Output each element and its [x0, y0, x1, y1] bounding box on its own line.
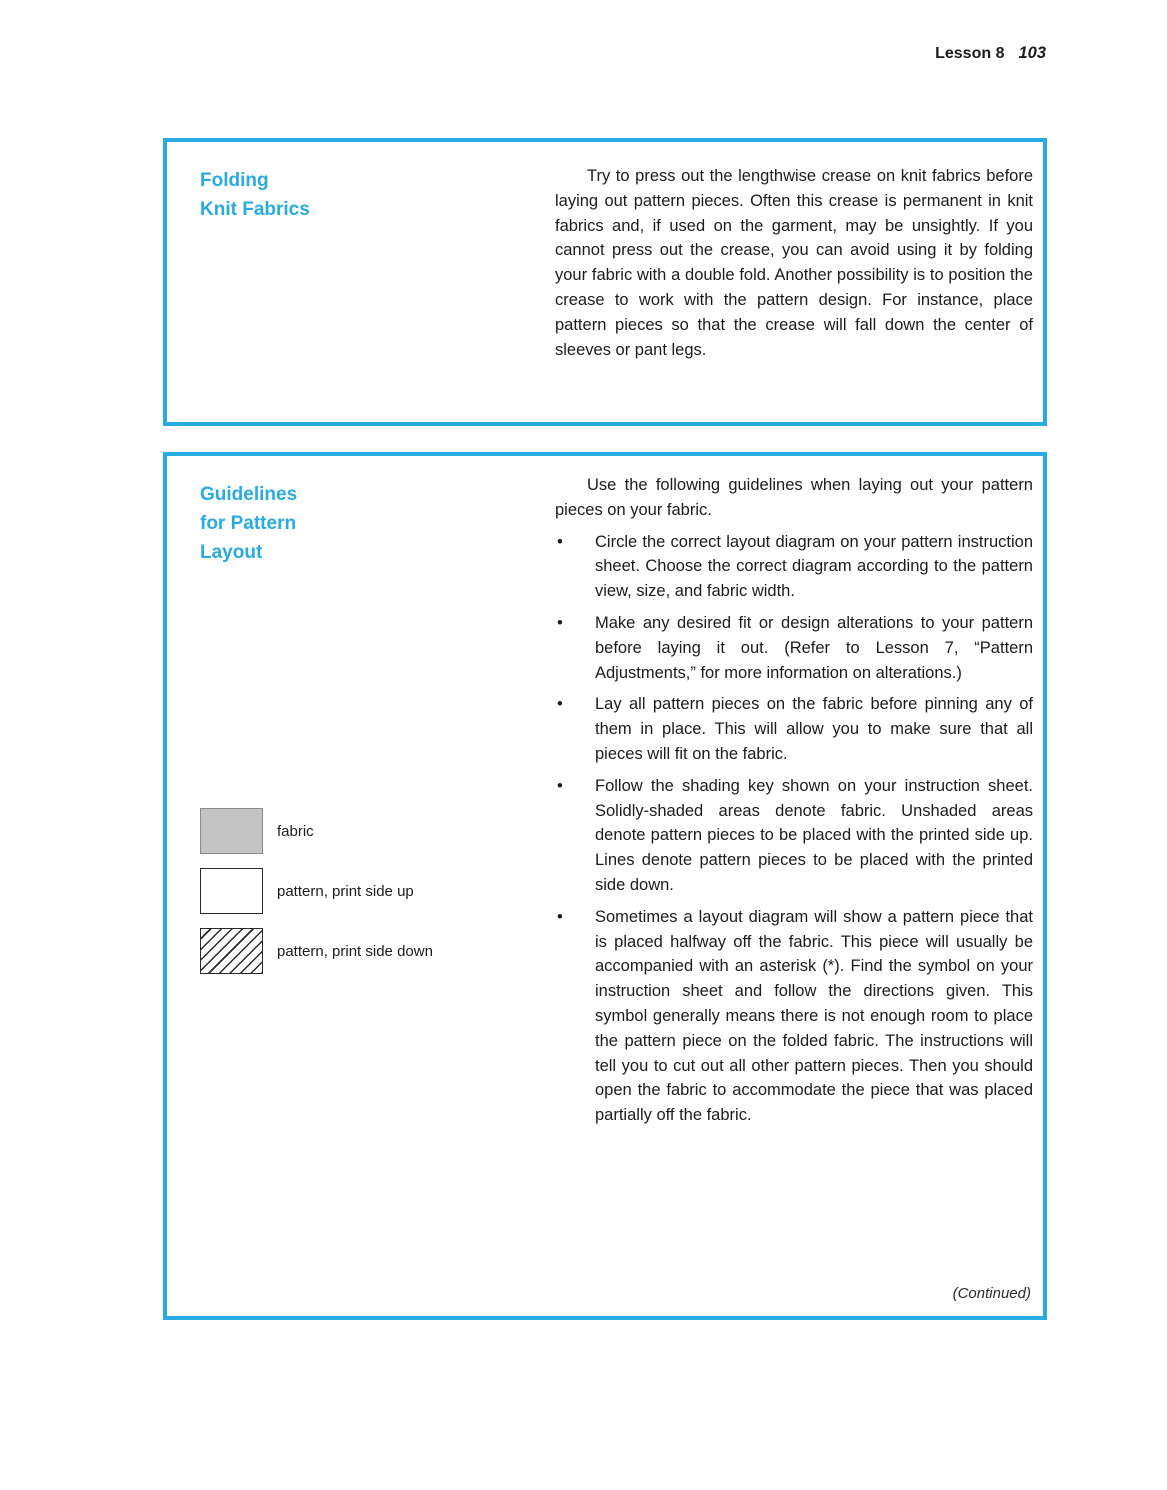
- bullet-halfway-off-fabric: • Sometimes a layout diagram will show a pattern piece that is placed halfway off the fabric. This piece will usually be accompanied with an asterisk (*). Find the symbol on your instruction sheet and follow the directions given. This symbol generally means there is not enough room to place the pattern piece on the folded fabric. The instructions will tell you to cut out all other pattern pieces. Then you should open the fabric to accommodate the piece that was placed partially off the fabric.: [555, 905, 1033, 1128]
- guidelines-heading-line2: for Pattern: [200, 513, 297, 534]
- bullet-lay-all-pieces: • Lay all pattern pieces on the fabric before pinning any of them in place. This will allow you to make sure that all pieces will fit on the fabric.: [555, 692, 1033, 766]
- page-number: 103: [1018, 44, 1046, 62]
- bullet-circle-layout: • Circle the correct layout diagram on your pattern instruction sheet. Choose the correct diagram according to the pattern view, size, and fabric width.: [555, 530, 1033, 604]
- lesson-label: Lesson 8: [935, 45, 1005, 62]
- print-side-up-swatch: [200, 868, 263, 914]
- print-side-down-swatch: [200, 928, 263, 974]
- folding-paragraph: Try to press out the lengthwise crease on knit fabrics before laying out pattern pieces. Often this crease is permanent in knit fabrics and, if used on the garment, may be unsightly. If you cannot press out the crease, you can avoid using it by folding your fabric with a double fold. Another possibility is to position the crease to work with the pattern design. For instance, place pattern pieces so that the crease will fall down the center of sleeves or pant legs.: [555, 167, 1033, 359]
- guidelines-heading-line1: Guidelines: [200, 484, 298, 505]
- guidelines-body-column: [555, 473, 1033, 1135]
- legend-label-print-side-up: pattern, print side up: [277, 882, 414, 900]
- running-header: [935, 44, 1046, 63]
- folding-heading: [200, 166, 310, 224]
- continued-note: (Continued): [952, 1285, 1031, 1302]
- guidelines-pattern-layout-box: [163, 452, 1047, 1320]
- folding-heading-line2: Knit Fabrics: [200, 199, 310, 220]
- legend-label-print-side-down: pattern, print side down: [277, 942, 433, 960]
- guidelines-bullet-list: [555, 530, 1033, 1128]
- legend-item-fabric: [200, 808, 433, 854]
- legend-label-fabric: fabric: [277, 822, 314, 840]
- shading-key-legend: [200, 808, 433, 988]
- folding-heading-line1: Folding: [200, 170, 269, 191]
- guidelines-heading: [200, 480, 297, 567]
- guidelines-intro: Use the following guidelines when laying out your pattern pieces on your fabric.: [555, 476, 1033, 519]
- legend-item-print-side-down: [200, 928, 433, 974]
- bullet-shading-key: • Follow the shading key shown on your instruction sheet. Solidly-shaded areas denote fabric. Unshaded areas denote pattern pieces to be placed with the printed side up. Lines denote pattern pieces to be placed with the printed side down.: [555, 774, 1033, 898]
- bullet-alterations: • Make any desired fit or design alterations to your pattern before laying it out. (Refer to Lesson 7, “Pattern Adjustments,” for more information on alterations.): [555, 611, 1033, 685]
- fabric-swatch: [200, 808, 263, 854]
- folding-body-column: [555, 164, 1033, 362]
- guidelines-heading-line3: Layout: [200, 542, 263, 563]
- folding-knit-fabrics-box: [163, 138, 1047, 426]
- legend-item-print-side-up: [200, 868, 433, 914]
